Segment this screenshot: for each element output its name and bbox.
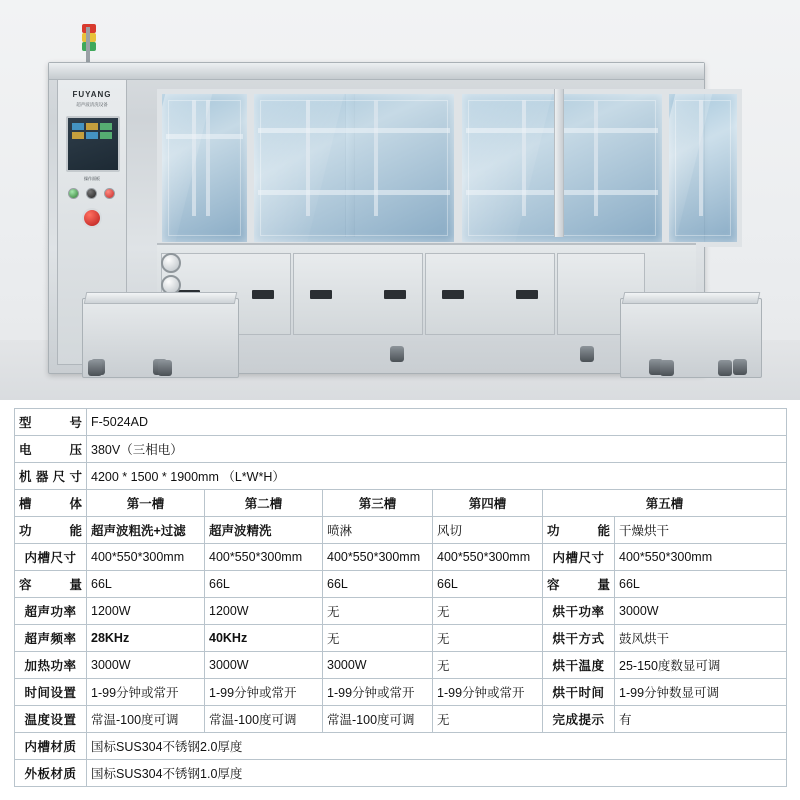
row-label-ultrasonic-frequency: 超声频率 — [15, 625, 87, 652]
row-label-dry-temp-5: 烘干温度 — [543, 652, 615, 679]
window-frame-inner — [260, 100, 448, 236]
row-label-inner-material: 内槽材质 — [15, 733, 87, 760]
cell-function-tank2: 超声波精洗 — [205, 517, 323, 544]
cell-capacity-tank3: 66L — [323, 571, 433, 598]
cell-time-tank1: 1-99分钟或常开 — [87, 679, 205, 706]
window-frame-inner — [168, 100, 241, 236]
cell-temp-tank3: 常温-100度可调 — [323, 706, 433, 733]
caster-wheel — [390, 346, 404, 362]
row-label-dimensions: 机器尺寸 — [15, 463, 87, 490]
internal-pipe — [522, 100, 526, 216]
cell-inner-size-tank3: 400*550*300mm — [323, 544, 433, 571]
table-row — [15, 625, 787, 652]
row-value-dimensions: 4200 * 1500 * 1900mm （L*W*H） — [87, 463, 787, 490]
table-row — [15, 706, 787, 733]
row-label-inner-size-5: 内槽尺寸 — [543, 544, 615, 571]
row-label-ultrasonic-power: 超声功率 — [15, 598, 87, 625]
viewing-window-2 — [249, 89, 459, 247]
cell-ultrasonic-power-tank4: 无 — [433, 598, 543, 625]
internal-pipe — [192, 100, 196, 216]
cell-temp-tank1: 常温-100度可调 — [87, 706, 205, 733]
cell-frequency-tank1: 28KHz — [87, 625, 205, 652]
cell-function-tank3: 喷淋 — [323, 517, 433, 544]
table-row — [15, 409, 787, 436]
cell-capacity-tank2: 66L — [205, 571, 323, 598]
table-row — [15, 571, 787, 598]
table-row — [15, 463, 787, 490]
cell-dry-time-tank5: 1-99分钟数显可调 — [615, 679, 787, 706]
row-label-function-5: 功 能 — [543, 517, 615, 544]
row-label-inner-size: 内槽尺寸 — [15, 544, 87, 571]
cell-finish-alert-tank5: 有 — [615, 706, 787, 733]
caster-wheel — [88, 360, 102, 376]
caster-wheel — [733, 359, 747, 375]
row-label-voltage: 电 压 — [15, 436, 87, 463]
tank-lid[interactable] — [622, 292, 761, 304]
cell-heating-power-tank1: 3000W — [87, 652, 205, 679]
row-label-outer-material: 外板材质 — [15, 760, 87, 787]
access-door[interactable] — [293, 253, 423, 335]
cell-inner-size-tank2: 400*550*300mm — [205, 544, 323, 571]
caster-wheel — [158, 360, 172, 376]
push-button-row — [68, 188, 115, 199]
row-label-dry-method-5: 烘干方式 — [543, 625, 615, 652]
caster-wheel — [718, 360, 732, 376]
cell-ultrasonic-power-tank1: 1200W — [87, 598, 205, 625]
cell-inner-size-tank1: 400*550*300mm — [87, 544, 205, 571]
internal-rail — [166, 134, 243, 139]
hmi-screen-content — [72, 123, 114, 139]
door-handle[interactable] — [442, 290, 464, 299]
caster-wheel — [580, 346, 594, 362]
row-label-function: 功 能 — [15, 517, 87, 544]
cell-capacity-tank4: 66L — [433, 571, 543, 598]
cell-time-tank3: 1-99分钟或常开 — [323, 679, 433, 706]
cell-temp-tank2: 常温-100度可调 — [205, 706, 323, 733]
row-label-tank: 槽 体 — [15, 490, 87, 517]
hmi-cell — [100, 123, 112, 130]
hmi-cell — [72, 123, 84, 130]
specification-table — [14, 408, 787, 787]
row-label-dry-time-5: 烘干时间 — [543, 679, 615, 706]
cell-inner-size-tank5: 400*550*300mm — [615, 544, 787, 571]
cell-dry-power-tank5: 3000W — [615, 598, 787, 625]
row-label-heating-power: 加热功率 — [15, 652, 87, 679]
window-mullion — [554, 89, 564, 237]
cell-capacity-tank1: 66L — [87, 571, 205, 598]
door-handle[interactable] — [516, 290, 538, 299]
caster-wheel — [660, 360, 674, 376]
cell-function-tank5: 干燥烘干 — [615, 517, 787, 544]
internal-pipe — [374, 100, 378, 216]
row-value-voltage: 380V（三相电） — [87, 436, 787, 463]
row-label-time-setting: 时间设置 — [15, 679, 87, 706]
table-header-row — [15, 490, 787, 517]
cell-time-tank2: 1-99分钟或常开 — [205, 679, 323, 706]
window-frame-inner — [675, 100, 731, 236]
row-label-capacity: 容 量 — [15, 571, 87, 598]
tank-header-4: 第四槽 — [433, 490, 543, 517]
table-row — [15, 598, 787, 625]
start-button[interactable] — [68, 188, 79, 199]
pressure-gauge — [161, 253, 181, 273]
hmi-cell — [100, 132, 112, 139]
cell-function-tank4: 风切 — [433, 517, 543, 544]
cell-inner-size-tank4: 400*550*300mm — [433, 544, 543, 571]
cell-dry-temp-tank5: 25-150度数显可调 — [615, 652, 787, 679]
row-label-model: 型 号 — [15, 409, 87, 436]
cell-temp-tank4: 无 — [433, 706, 543, 733]
hmi-touch-screen[interactable] — [66, 116, 120, 172]
row-value-outer-material: 国标SUS304不锈钢1.0厚度 — [87, 760, 787, 787]
table-row — [15, 517, 787, 544]
cell-time-tank4: 1-99分钟或常开 — [433, 679, 543, 706]
mode-button[interactable] — [86, 188, 97, 199]
viewing-window-4 — [664, 89, 742, 247]
tank-header-1: 第一槽 — [87, 490, 205, 517]
door-handle[interactable] — [252, 290, 274, 299]
cell-function-tank1: 超声波粗洗+过滤 — [87, 517, 205, 544]
machine-top-frame — [49, 63, 704, 80]
cell-heating-power-tank4: 无 — [433, 652, 543, 679]
tank-header-2: 第二槽 — [205, 490, 323, 517]
right-unloading-tank — [620, 298, 762, 378]
tank-header-3: 第三槽 — [323, 490, 433, 517]
cell-ultrasonic-power-tank3: 无 — [323, 598, 433, 625]
hmi-cell — [86, 123, 98, 130]
door-handle[interactable] — [384, 290, 406, 299]
tower-light-stem — [86, 27, 90, 63]
row-label-finish-alert-5: 完成提示 — [543, 706, 615, 733]
table-row — [15, 436, 787, 463]
cell-frequency-tank4: 无 — [433, 625, 543, 652]
door-handle[interactable] — [310, 290, 332, 299]
cell-frequency-tank2: 40KHz — [205, 625, 323, 652]
internal-pipe — [306, 100, 310, 216]
hmi-cell — [86, 132, 98, 139]
row-value-model: F-5024AD — [87, 409, 787, 436]
row-label-dry-power-5: 烘干功率 — [543, 598, 615, 625]
table-row — [15, 679, 787, 706]
cell-ultrasonic-power-tank2: 1200W — [205, 598, 323, 625]
row-label-temp-setting: 温度设置 — [15, 706, 87, 733]
cell-heating-power-tank2: 3000W — [205, 652, 323, 679]
emergency-stop-button[interactable] — [82, 208, 102, 228]
internal-pipe — [594, 100, 598, 216]
table-row — [15, 760, 787, 787]
hmi-cell — [72, 132, 84, 139]
operation-panel-label: 操作面板 — [84, 176, 100, 181]
brand-logo: FUYANG — [72, 90, 112, 99]
internal-rail — [258, 190, 450, 195]
cell-dry-method-tank5: 鼓风烘干 — [615, 625, 787, 652]
table-row — [15, 544, 787, 571]
tank-header-5: 第五槽 — [543, 490, 787, 517]
viewing-window-1 — [157, 89, 252, 247]
row-label-capacity-5: 容 量 — [543, 571, 615, 598]
cell-heating-power-tank3: 3000W — [323, 652, 433, 679]
cell-capacity-tank5: 66L — [615, 571, 787, 598]
brand-subtitle: 超声波清洗设备 — [76, 102, 108, 107]
tank-lid[interactable] — [84, 292, 238, 304]
table-row — [15, 733, 787, 760]
row-value-inner-material: 国标SUS304不锈钢2.0厚度 — [87, 733, 787, 760]
table-row — [15, 652, 787, 679]
internal-rail — [258, 128, 450, 133]
internal-pipe — [206, 100, 210, 216]
stop-button[interactable] — [104, 188, 115, 199]
cell-frequency-tank3: 无 — [323, 625, 433, 652]
internal-pipe — [699, 100, 703, 216]
access-door[interactable] — [425, 253, 555, 335]
